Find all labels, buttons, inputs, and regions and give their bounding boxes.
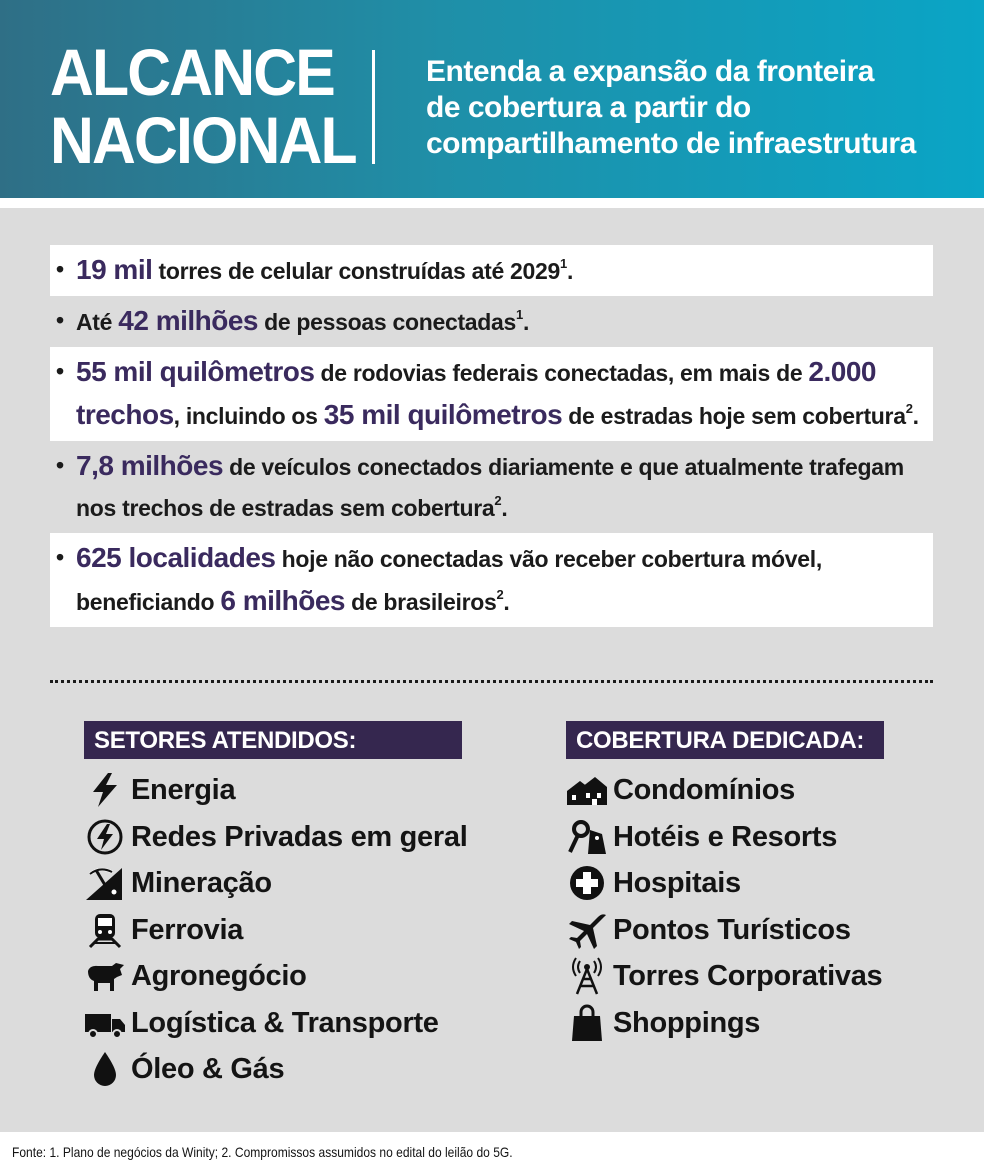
sector-label: Redes Privadas em geral xyxy=(131,820,468,853)
bullet: • xyxy=(56,544,64,570)
fact-item xyxy=(50,296,933,347)
title-line-2: NACIONAL xyxy=(50,103,356,177)
airplane-icon xyxy=(566,911,608,949)
fact-text: torres de celular construídas até 2029 xyxy=(152,258,560,284)
shopping-bag-icon xyxy=(566,1004,608,1042)
bull-icon xyxy=(84,957,126,995)
train-icon xyxy=(84,911,126,949)
sectors-list xyxy=(84,768,524,1094)
key-tag-icon xyxy=(566,818,608,856)
coverage-label: Shoppings xyxy=(613,1006,761,1039)
coverage-label: Hospitais xyxy=(613,867,741,899)
coverage-label: Hotéis e Resorts xyxy=(613,820,838,853)
houses-icon xyxy=(566,771,608,809)
truck-icon xyxy=(84,1004,126,1042)
fact-text: de estradas hoje sem cobertura xyxy=(562,403,906,429)
fact-highlight: 6 milhões xyxy=(220,585,346,616)
lightning-circle-icon xyxy=(84,818,126,856)
fact-text: de brasileiros xyxy=(345,589,497,615)
coverage-item-hospitais xyxy=(566,861,966,908)
header-divider xyxy=(372,50,375,164)
coverage-item-shoppings xyxy=(566,1001,966,1048)
sectors-header: SETORES ATENDIDOS: xyxy=(84,721,462,759)
sector-item-mineracao xyxy=(84,861,524,908)
coverage-item-condominios xyxy=(566,768,966,815)
bullet: • xyxy=(56,256,64,282)
sector-item-energia xyxy=(84,768,524,815)
footnote-ref: 2 xyxy=(494,493,502,509)
subtitle-line-1: Entenda a expansão da fronteira xyxy=(426,55,874,88)
sector-label: Óleo & Gás xyxy=(131,1053,285,1085)
sector-label: Ferrovia xyxy=(131,913,244,946)
header-strip xyxy=(0,198,984,208)
bullet: • xyxy=(56,307,64,333)
footnote-ref: 2 xyxy=(905,401,913,417)
fact-highlight: 7,8 milhões xyxy=(76,450,224,481)
sector-label: Agronegócio xyxy=(131,960,307,992)
coverage-label: Torres Corporativas xyxy=(613,960,883,992)
fact-end: . xyxy=(566,258,574,284)
fact-end: . xyxy=(503,589,510,615)
bullet: • xyxy=(56,452,64,478)
fact-end: . xyxy=(501,495,508,521)
header-banner xyxy=(0,0,984,198)
antenna-tower-icon xyxy=(566,957,608,995)
footnote-ref: 1 xyxy=(560,256,567,272)
facts-list xyxy=(50,245,933,627)
fact-item xyxy=(50,245,933,296)
subtitle-line-2: de cobertura a partir do xyxy=(426,91,751,124)
fact-text: , incluindo os xyxy=(173,403,324,429)
fact-text: hoje não conectadas vão receber cobertura móvel, beneficiando xyxy=(76,546,822,615)
fact-item xyxy=(50,347,933,441)
coverage-item-torres-corporativas xyxy=(566,954,966,1001)
lightning-icon xyxy=(84,771,126,809)
sector-label: Energia xyxy=(131,774,236,806)
sector-label: Mineração xyxy=(131,867,272,899)
fact-highlight: 625 localidades xyxy=(76,542,276,573)
hospital-cross-icon xyxy=(566,864,608,902)
oil-drop-icon xyxy=(84,1050,126,1088)
fact-highlight: 55 mil quilômetros xyxy=(76,356,315,387)
coverage-header: COBERTURA DEDICADA: xyxy=(566,721,884,759)
footnote-ref: 2 xyxy=(496,587,504,603)
fact-end: . xyxy=(912,403,919,429)
fact-item xyxy=(50,533,933,627)
fact-text: de veículos conectados diariamente e que atualmente trafegam nos trechos de estradas sem cobertura xyxy=(76,454,904,521)
sector-item-ferrovia xyxy=(84,908,524,955)
page-subtitle xyxy=(426,54,966,162)
sector-item-agronegocio xyxy=(84,954,524,1001)
fact-highlight: 35 mil quilômetros xyxy=(323,399,563,430)
fact-item xyxy=(50,441,933,533)
coverage-label: Pontos Turísticos xyxy=(613,913,851,946)
coverage-item-pontos-turisticos xyxy=(566,908,966,955)
pickaxe-icon xyxy=(84,864,126,902)
fact-text: Até xyxy=(76,309,119,335)
coverage-list xyxy=(566,768,966,1047)
fact-end: . xyxy=(522,309,530,335)
subtitle-line-3: compartilhamento de infraestrutura xyxy=(426,127,916,160)
sector-item-redes-privadas xyxy=(84,815,524,862)
fact-highlight: 19 mil xyxy=(76,254,153,285)
coverage-item-hoteis xyxy=(566,815,966,862)
footnote-ref: 1 xyxy=(516,307,523,323)
sector-item-oleo-gas xyxy=(84,1047,524,1094)
title-line-1: ALCANCE xyxy=(50,35,334,109)
coverage-label: Condomínios xyxy=(613,774,795,806)
dotted-divider xyxy=(50,680,933,683)
fact-text: de pessoas conectadas xyxy=(258,309,517,335)
sector-label: Logística & Transporte xyxy=(131,1006,439,1039)
bullet: • xyxy=(56,358,64,384)
fact-text: de rodovias federais conectadas, em mais de xyxy=(314,360,809,386)
page-title xyxy=(50,35,356,177)
sector-item-logistica xyxy=(84,1001,524,1048)
fact-highlight: 2.000 trechos xyxy=(76,356,876,430)
source-note: Fonte: 1. Plano de negócios da Winity; 2. Compromissos assumidos no edital do leilão do 5G. xyxy=(12,1144,513,1160)
footer xyxy=(0,1132,984,1174)
fact-highlight: 42 milhões xyxy=(118,305,258,336)
